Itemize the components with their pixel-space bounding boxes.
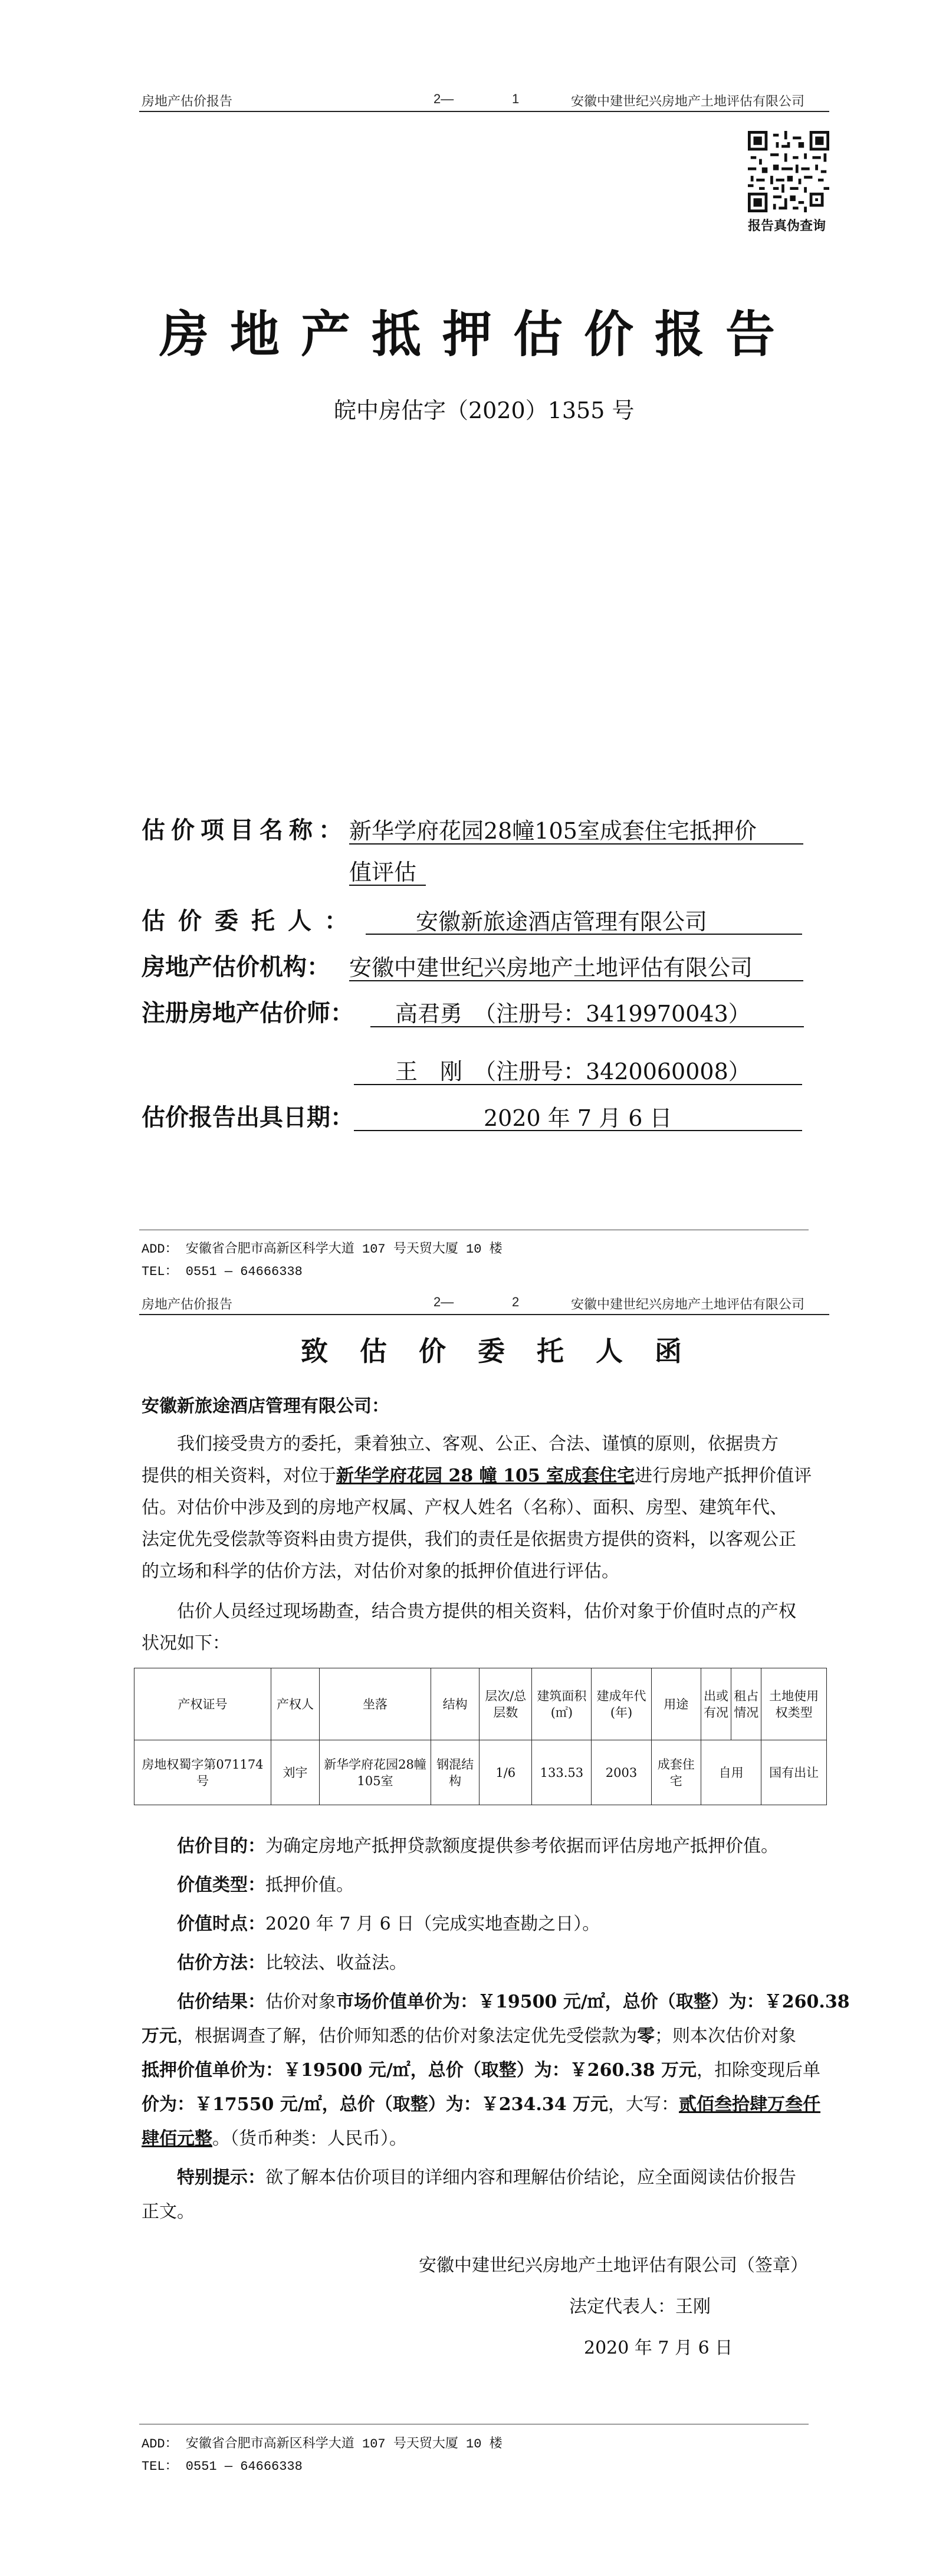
value-time-line	[177, 1908, 600, 1940]
result-text-2b: ，根据调查了解，估价师知悉的估价对象法定优先受偿款为	[177, 2026, 637, 2046]
project-name-underline-1	[349, 843, 803, 845]
result-text-3b: ，扣除变现后单	[697, 2060, 821, 2081]
table-cell: 2003	[592, 1740, 651, 1805]
table-row	[134, 1740, 827, 1805]
mortgage-value-bold: 抵押价值单价为：￥19500 元/㎡，总价（取整）为：￥260.38 万元	[142, 2060, 697, 2081]
tip-label: 特别提示：	[177, 2167, 265, 2188]
table-header-cell: 出或有况	[701, 1668, 731, 1740]
page2-header-mid: 2—	[433, 1294, 454, 1309]
currency-note: 。（货币种类：人民币）。	[212, 2128, 407, 2149]
table-header-cell: 建筑面积(㎡)	[532, 1668, 592, 1740]
value-time-label: 价值时点：	[177, 1914, 265, 1934]
appraiser-label: 注册房地产估价师：	[142, 999, 354, 1027]
letter-title: 致估价委托人函	[301, 1335, 714, 1367]
client-label: 估价委托人：	[142, 907, 361, 935]
para1-line1: 我们接受贵方的委托，秉着独立、客观、公正、合法、谨慎的原则，依据贵方	[177, 1434, 779, 1454]
client-underline	[366, 934, 802, 935]
net-value-bold: 价为：￥17550 元/㎡，总价（取整）为：￥234.34 万元	[142, 2094, 609, 2115]
table-cell: 成套住宅	[651, 1740, 701, 1805]
tip-text: 欲了解本估价项目的详细内容和理解估价结论，应全面阅读估价报告	[265, 2167, 796, 2188]
report-title: 房地产抵押估价报告	[159, 305, 797, 363]
para1-line2-pre: 提供的相关资料，对位于	[142, 1466, 336, 1486]
value-type-label: 价值类型：	[177, 1875, 265, 1895]
table-cell: 133.53	[532, 1740, 592, 1805]
result-line3	[142, 2055, 820, 2087]
page1-header-right: 安徽中建世纪兴房地产土地评估有限公司	[571, 94, 805, 109]
signature-date: 2020 年 7 月 6 日	[584, 2338, 733, 2358]
page1-footer-address: ADD： 安徽省合肥市高新区科学大道 107 号天贸大厦 10 楼	[142, 1242, 503, 1257]
para1-line4: 法定优先受偿款等资料由贵方提供，我们的责任是依据贵方提供的资料，以客观公正	[142, 1529, 796, 1550]
page2-header-page-number: 2	[512, 1294, 520, 1309]
page2-header-left: 房地产估价报告	[142, 1297, 233, 1312]
amount-in-words-2: 肆佰元整	[142, 2128, 212, 2149]
qr-caption: 报告真伪查询	[748, 218, 826, 233]
method-label: 估价方法：	[177, 1953, 265, 1973]
date-label: 估价报告出具日期：	[142, 1103, 354, 1131]
appraiser-2-underline	[354, 1084, 802, 1085]
purpose-value: 为确定房地产抵押贷款额度提供参考依据而评估房地产抵押价值。	[265, 1836, 779, 1857]
agency-value: 安徽中建世纪兴房地产土地评估有限公司	[349, 955, 753, 981]
result-label: 估价结果：	[177, 1992, 265, 2012]
project-name-underline-2	[349, 885, 426, 886]
table-header-cell: 层次/总层数	[480, 1668, 532, 1740]
amount-in-words-1: 贰佰叁拾肆万叁仟	[679, 2094, 821, 2115]
signature-rep: 法定代表人：王刚	[569, 2296, 711, 2317]
para1-line3: 估。对估价中涉及到的房地产权属、产权人姓名（名称）、面积、房型、建筑年代、	[142, 1497, 787, 1518]
result-line4	[142, 2089, 820, 2121]
value-time-value: 2020 年 7 月 6 日（完成实地查勘之日）。	[265, 1914, 600, 1934]
value-type-value: 抵押价值。	[265, 1875, 354, 1895]
page1-header-mid: 2—	[433, 91, 454, 106]
table-cell: 自用	[701, 1740, 761, 1805]
property-table	[134, 1668, 827, 1805]
table-header-cell: 结构	[431, 1668, 480, 1740]
appraiser-2: 王 刚 （注册号：3420060008）	[395, 1059, 751, 1085]
table-header-cell: 用途	[651, 1668, 701, 1740]
page1-header-left: 房地产估价报告	[142, 94, 233, 109]
page1-footer-phone: TEL： 0551 — 64666338	[142, 1264, 303, 1279]
tip-line1	[177, 2162, 796, 2194]
result-text-1a: 估价对象	[265, 1992, 336, 2012]
purpose-line	[177, 1831, 779, 1862]
page2-footer-phone: TEL： 0551 — 64666338	[142, 2459, 303, 2474]
table-header-cell: 产权证号	[134, 1668, 271, 1740]
client-value: 安徽新旅途酒店管理有限公司	[416, 909, 708, 935]
date-value: 2020 年 7 月 6 日	[484, 1105, 672, 1131]
table-cell: 钢混结构	[431, 1740, 480, 1805]
table-header-cell: 租占情况	[731, 1668, 761, 1740]
agency-label: 房地产估价机构：	[142, 953, 330, 981]
para1-line2-post: 进行房地产抵押价值评	[635, 1466, 812, 1486]
project-name-label: 估价项目名称：	[142, 816, 348, 844]
para1-line2	[142, 1460, 812, 1492]
result-text-2a: 万元	[142, 2026, 177, 2046]
table-header-cell: 坐落	[320, 1668, 431, 1740]
page2-footer-address: ADD： 安徽省合肥市高新区科学大道 107 号天贸大厦 10 楼	[142, 2437, 503, 2452]
date-underline	[354, 1130, 802, 1131]
value-type-line	[177, 1869, 354, 1901]
project-name-value-line1: 新华学府花园28幢105室成套住宅抵押价	[349, 818, 757, 844]
method-value: 比较法、收益法。	[265, 1953, 407, 1973]
salutation: 安徽新旅途酒店管理有限公司：	[142, 1396, 389, 1417]
table-header-row	[134, 1668, 827, 1740]
market-value-bold: 市场价值单价为：￥19500 元/㎡，总价（取整）为：￥260.38	[336, 1992, 850, 2012]
page1-header-rule	[139, 111, 829, 112]
page2-header-rule	[139, 1314, 829, 1315]
purpose-label: 估价目的：	[177, 1836, 265, 1857]
table-cell: 1/6	[480, 1740, 532, 1805]
result-text-2d: ；则本次估价对象	[655, 2026, 796, 2046]
tip-line2: 正文。	[142, 2202, 195, 2222]
table-cell: 房地权蜀字第071174号	[134, 1740, 271, 1805]
table-cell: 国有出让	[761, 1740, 827, 1805]
result-text-4b: ，大写：	[608, 2094, 679, 2115]
table-header-cell: 土地使用权类型	[761, 1668, 827, 1740]
appraiser-1: 高君勇 （注册号：3419970043）	[395, 1001, 751, 1027]
result-line5	[142, 2123, 407, 2155]
result-line2	[142, 2020, 796, 2052]
para1-line5: 的立场和科学的估价方法，对估价对象的抵押价值进行评估。	[142, 1561, 619, 1582]
page1-header-page-number: 1	[512, 91, 520, 106]
method-line	[177, 1947, 407, 1979]
priority-claim-bold: 零	[637, 2026, 655, 2046]
result-line1	[177, 1986, 850, 2018]
property-address-bold: 新华学府花园 28 幢 105 室成套住宅	[336, 1466, 635, 1486]
signature-company: 安徽中建世纪兴房地产土地评估有限公司（签章）	[419, 2255, 808, 2276]
table-cell: 刘宇	[271, 1740, 319, 1805]
page2-header-right: 安徽中建世纪兴房地产土地评估有限公司	[571, 1297, 805, 1312]
para2-line2: 状况如下：	[142, 1633, 230, 1654]
report-number: 皖中房估字（2020）1355 号	[334, 397, 635, 423]
appraiser-1-underline	[370, 1026, 804, 1027]
table-cell: 新华学府花园28幢105室	[320, 1740, 431, 1805]
qr-code-icon[interactable]	[748, 131, 829, 212]
para2-line1: 估价人员经过现场勘查，结合贵方提供的相关资料，估价对象于价值时点的产权	[177, 1601, 796, 1622]
agency-underline	[349, 980, 803, 981]
table-header-cell: 产权人	[271, 1668, 319, 1740]
table-header-cell: 建成年代(年)	[592, 1668, 651, 1740]
project-name-value-line2: 值评估	[349, 859, 417, 885]
